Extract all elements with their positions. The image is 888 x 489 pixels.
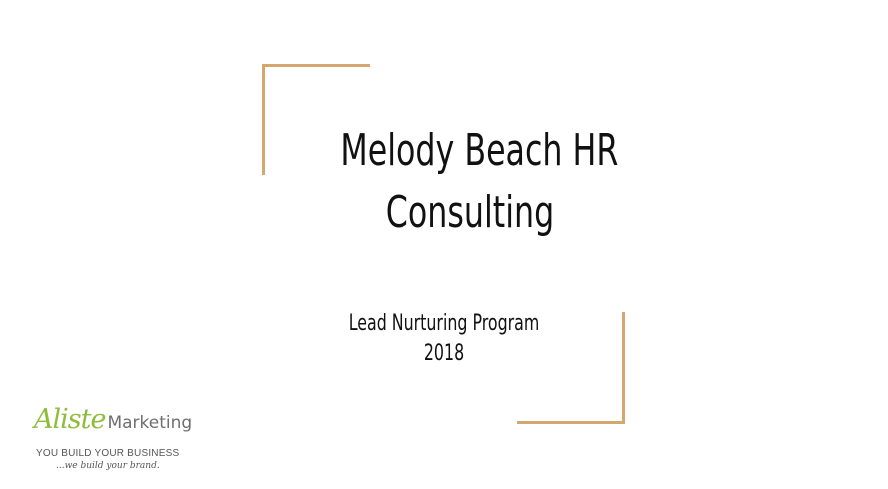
slide-subtitle xyxy=(336,309,552,369)
title-line-1: Melody Beach HR xyxy=(340,125,619,176)
slide-title xyxy=(340,120,619,244)
logo-wordmark xyxy=(34,404,192,435)
subtitle-line-2: 2018 xyxy=(423,341,465,366)
subtitle-line-1: Lead Nurturing Program xyxy=(348,311,540,336)
logo-tagline: YOU BUILD YOUR BUSINESS xyxy=(36,448,180,459)
title-line-2: Consulting xyxy=(385,187,555,238)
logo-script-text: Aliste xyxy=(34,404,106,435)
logo-word-text: Marketing xyxy=(107,413,193,433)
logo-subline: ...we build your brand. xyxy=(56,461,160,471)
aliste-marketing-logo xyxy=(30,404,193,476)
